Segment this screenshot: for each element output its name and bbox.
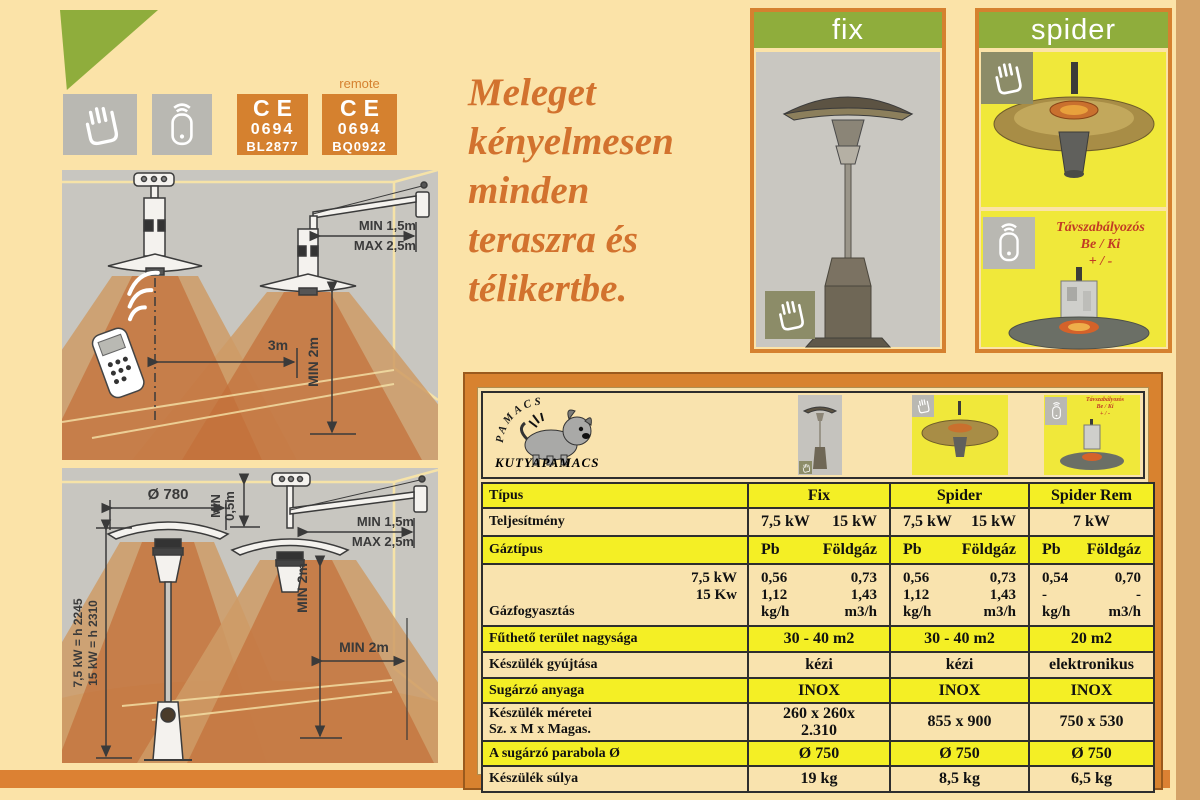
ce-badge-1	[237, 94, 308, 155]
mounting-diagram-top	[62, 170, 438, 460]
ceiling-clearance-dimension	[208, 484, 260, 527]
svg-text:MIN 2m: MIN 2m	[339, 639, 389, 655]
remote-operated-marker	[983, 217, 1035, 269]
row-label: Gázfogyasztás	[489, 604, 575, 619]
ce-badge-2	[322, 94, 397, 155]
svg-text:7,5 kW = h 2245: 7,5 kW = h 2245	[71, 598, 85, 688]
svg-text:MIN 1,5m: MIN 1,5m	[356, 514, 414, 529]
col-fix: Fix	[748, 483, 890, 508]
fix-product-photo	[756, 52, 940, 347]
svg-text:MAX 2,5m: MAX 2,5m	[353, 238, 416, 253]
table-row-gyujtas: Készülék gyújtása kézi kézi elektronikus	[482, 652, 1154, 678]
table-row-gazfogyasztas: 7,5 kW 15 Kw Gázfogyasztás 0,56 0,73 1,12 1,43 kg/h m3/h 0,56 0,73 1,12 1,43 kg/h m3/h 0,54 0,70 - - kg/h m3/h	[482, 564, 1154, 626]
table-row-tipus	[482, 483, 1154, 508]
table-row-anyag: Sugárzó anyaga INOX INOX INOX	[482, 678, 1154, 703]
remote-icon	[161, 102, 203, 148]
hand-icon	[801, 463, 811, 473]
remote-note-line: Be / Ki	[1080, 237, 1121, 252]
ce-mark: CE	[253, 94, 299, 121]
row-label: Teljesítmény	[482, 508, 748, 536]
svg-text:MAX 2,5m: MAX 2,5m	[351, 534, 414, 549]
remote-note-line: + / -	[1088, 254, 1113, 269]
fix-thumbnail	[798, 395, 842, 475]
spider-panel-title: spider	[979, 12, 1168, 48]
row-label: Készülék méretei	[489, 706, 592, 721]
headline-line: Meleget	[468, 71, 596, 114]
table-row-teljesitmeny: Teljesítmény 7,5 kW 15 kW 7,5 kW 15 kW 7 kW	[482, 508, 1154, 536]
row-label: Készülék súlya	[482, 766, 748, 792]
remote-note-mini: Távszabályozós Be / Ki + / -	[1086, 397, 1124, 417]
ce-number: 0694	[337, 120, 382, 138]
svg-text:15 kW = h 2310: 15 kW = h 2310	[86, 600, 100, 686]
hand-operated-marker	[765, 291, 815, 339]
col-spider-rem: Spider Rem	[1029, 483, 1154, 508]
hand-icon	[915, 398, 931, 414]
col-spider: Spider	[890, 483, 1029, 508]
spider-remote-photo	[981, 211, 1166, 347]
svg-text:3m: 3m	[267, 337, 289, 353]
headline-line: teraszra és	[468, 218, 639, 261]
remote-icon	[990, 222, 1028, 264]
hand-icon	[78, 103, 122, 147]
headline-line: minden	[468, 169, 590, 212]
hand-operated-badge	[63, 94, 137, 155]
row-label: A sugárzó parabola Ø	[482, 741, 748, 766]
remote-operated-badge	[152, 94, 212, 155]
svg-text:MIN 2m: MIN 2m	[294, 563, 310, 613]
spider-thumbnail	[912, 395, 1008, 475]
row-label: Típus	[482, 483, 748, 508]
hand-operated-marker	[912, 395, 934, 417]
spider-rem-heater-illustration	[999, 267, 1159, 351]
table-row-parabola: A sugárzó parabola Ø Ø 750 Ø 750 Ø 750	[482, 741, 1154, 766]
hand-icon	[773, 298, 807, 332]
headline-line: télikertbe.	[468, 267, 628, 310]
spec-table	[481, 482, 1155, 793]
spec-table-area	[477, 387, 1149, 787]
spec-table-frame	[463, 372, 1163, 790]
svg-text:MIN: MIN	[208, 494, 223, 518]
ce-code: BQ0922	[332, 138, 387, 154]
spider-rem-thumb-illustration	[1058, 419, 1128, 473]
remote-note-line: Távszabályozós	[1056, 220, 1145, 235]
ce-code: BL2877	[246, 138, 299, 154]
fix-product-panel	[750, 8, 946, 353]
remote-label: remote	[339, 76, 380, 91]
svg-text:0,5m: 0,5m	[222, 491, 237, 521]
hand-icon	[989, 60, 1025, 96]
green-triangle-decoration	[60, 10, 158, 90]
svg-text:MIN 1,5m: MIN 1,5m	[358, 218, 416, 233]
row-label: Fűthető terület nagysága	[482, 626, 748, 652]
table-row-gaztipus: Gáztípus Pb Földgáz Pb Földgáz Pb Földgáz	[482, 536, 1154, 564]
right-edge-strip	[1176, 0, 1200, 800]
ce-mark: CE	[340, 94, 386, 121]
table-image-band	[481, 391, 1145, 479]
table-row-suly: Készülék súlya 19 kg 8,5 kg 6,5 kg	[482, 766, 1154, 792]
wall-distance-dimension	[320, 218, 416, 253]
table-row-futheto: Fűthető terület nagysága 30 - 40 m2 30 - 40 m2 20 m2	[482, 626, 1154, 652]
ce-number: 0694	[250, 120, 295, 138]
logo-name: KUTYAPAMACS	[495, 455, 600, 470]
mounting-diagram-bottom	[62, 468, 438, 763]
svg-text:MIN 2m: MIN 2m	[305, 337, 321, 387]
row-label: Sugárzó anyaga	[482, 678, 748, 703]
fix-panel-title: fix	[754, 12, 942, 48]
table-row-meretek: Készülék méretei Sz. x M x Magas. 260 x 260x 2.310 855 x 900 750 x 530	[482, 703, 1154, 741]
row-label: Gáztípus	[482, 536, 748, 564]
spider-product-panel	[975, 8, 1172, 353]
headline	[468, 68, 738, 313]
row-label: Készülék gyújtása	[482, 652, 748, 678]
svg-text:PAMACS: PAMACS	[493, 395, 545, 444]
hand-operated-marker	[799, 461, 812, 474]
headline-line: kényelmesen	[468, 120, 674, 163]
remote-note	[1039, 219, 1162, 270]
svg-text:Ø 780: Ø 780	[147, 486, 189, 503]
spider-rem-thumbnail	[1044, 395, 1140, 475]
ceiling-heater	[108, 173, 202, 275]
hand-operated-marker	[981, 52, 1033, 104]
remote-icon	[1048, 401, 1065, 421]
spider-manual-photo	[981, 52, 1166, 207]
